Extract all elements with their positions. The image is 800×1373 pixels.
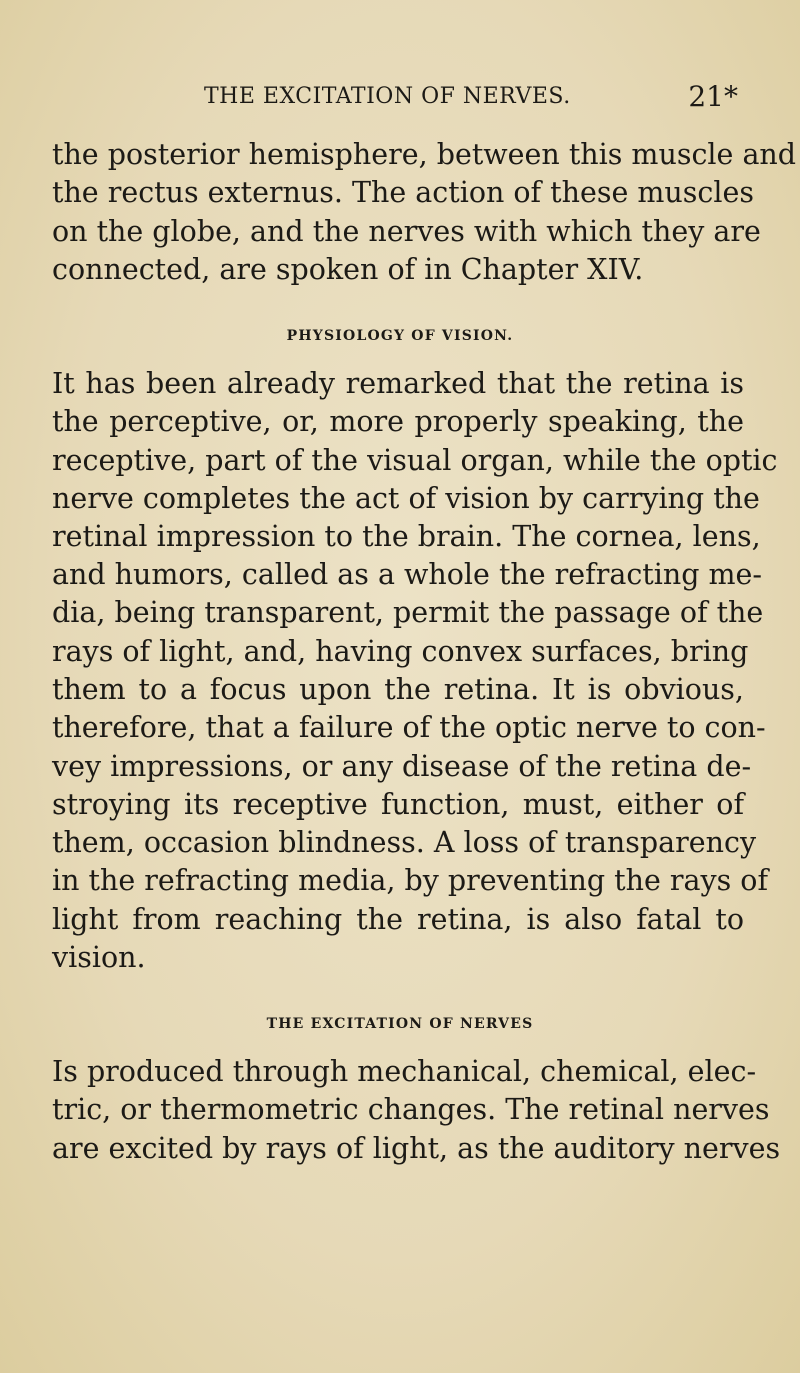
text-line: them, occasion blindness. A loss of transparency: [52, 826, 757, 859]
text-line: and humors, called as a whole the refracting me-: [52, 558, 763, 591]
text-line: retinal impression to the brain. The cornea, lens,: [52, 520, 761, 553]
text-line: therefore, that a failure of the optic nerve to con-: [52, 711, 766, 744]
page-header: [56, 78, 738, 118]
text-line: the rectus externus. The action of these muscles: [52, 176, 754, 209]
text-line: nerve completes the act of vision by carrying the: [52, 482, 760, 515]
text-line: Is produced through mechanical, chemical, elec-: [52, 1055, 757, 1088]
text-line: receptive, part of the visual organ, while the optic: [52, 444, 778, 477]
text-line: light from reaching the retina, is also fatal to: [52, 903, 744, 936]
text-line: the posterior hemisphere, between this muscle and: [52, 138, 797, 171]
text-line: tric, or thermometric changes. The retinal nerves: [52, 1093, 770, 1126]
text-line: vision.: [52, 941, 146, 974]
text-line: connected, are spoken of in Chapter XIV.: [52, 253, 644, 286]
text-line: dia, being transparent, permit the passage of the: [52, 596, 764, 629]
section-heading-physiology-of-vision: PHYSIOLOGY OF VISION.: [286, 328, 514, 344]
text-line: vey impressions, or any disease of the retina de-: [52, 750, 752, 783]
running-head: THE EXCITATION OF NERVES.: [204, 84, 571, 109]
text-line: them to a focus upon the retina. It is obvious,: [52, 673, 744, 706]
text-line: in the refracting media, by preventing the rays of: [52, 864, 768, 897]
text-line: stroying its receptive function, must, either of: [52, 788, 744, 821]
text-line: the perceptive, or, more properly speaking, the: [52, 405, 744, 438]
text-line: on the globe, and the nerves with which they are: [52, 215, 761, 248]
section-heading-excitation-of-nerves: THE EXCITATION OF NERVES: [266, 1016, 534, 1032]
text-line: rays of light, and, having convex surfaces, bring: [52, 635, 749, 668]
page-number: 21*: [688, 80, 738, 113]
text-line: It has been already remarked that the retina is: [52, 367, 744, 400]
text-line: are excited by rays of light, as the auditory nerves: [52, 1132, 781, 1165]
